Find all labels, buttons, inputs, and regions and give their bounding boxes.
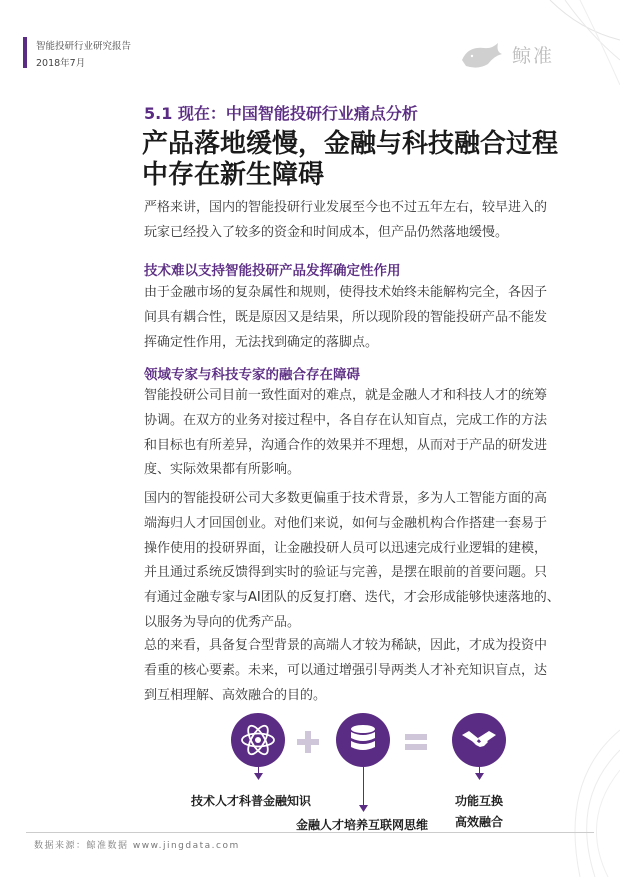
data-source: 数据来源：鲸准数据 www.jingdata.com	[34, 841, 240, 851]
arrow-down-icon	[254, 773, 263, 780]
subheading-experts: 领域专家与科技专家的融合存在障碍	[144, 367, 360, 383]
experts-paragraph-2: 国内的智能投研公司大多数更偏重于技术背景，多为人工智能方面的高 端海归人才回国创业。对他们来说，如何与金融机构合作搭建一套易于 操作使用的投研界面，让金融投研人员可以迅速完成行业逻辑的建模， 并且通过系统反馈得到实时的验证与完善，是摆在眼前的首要问题。只 有通过金融专家与AI团队的反复打磨、迭代，才会形成能够快速落地的、 以服务为导向的优秀产品。	[144, 491, 560, 630]
tech-paragraph: 由于金融市场的复杂属性和规则，使得技术始终未能解构完全，各因子 间具有耦合性，既是原因又是结果，所以现阶段的智能投研产品不能发 挥确定性作用，无法找到确定的落脚点。	[144, 285, 548, 350]
section-title: 5.1 现在：中国智能投研行业痛点分析	[144, 104, 418, 123]
label-tech-talent: 技术人才科普金融知识	[191, 794, 312, 808]
label-function-swap: 功能互换	[455, 794, 504, 808]
database-icon	[336, 713, 390, 767]
handshake-icon	[452, 713, 506, 767]
page-title-line1: 产品落地缓慢，金融与科技融合过程	[142, 129, 559, 159]
label-finance-talent: 金融人才培养互联网思维	[296, 818, 429, 832]
page-title-line2: 中存在新生障碍	[142, 160, 325, 190]
report-title: 智能投研行业研究报告	[36, 41, 132, 52]
label-efficient-fusion: 高效融合	[455, 815, 504, 829]
atom-icon	[231, 713, 285, 767]
subheading-tech: 技术难以支持智能投研产品发挥确定性作用	[144, 263, 401, 279]
stem-2	[363, 767, 364, 807]
fusion-diagram	[0, 705, 620, 835]
page-title	[142, 129, 558, 191]
header-accent-bar	[23, 37, 27, 68]
intro-paragraph: 严格来讲，国内的智能投研行业发展至今也不过五年左右，较早进入的 玩家已经投入了较多的资金和时间成本，但产品仍然落地缓慢。	[144, 200, 548, 240]
brand-name: 鲸准	[512, 45, 555, 67]
report-date: 2018年7月	[36, 58, 86, 69]
arrow-down-icon-3	[475, 773, 484, 780]
footer-divider	[26, 832, 594, 833]
experts-paragraph-3: 总的来看，具备复合型背景的高端人才较为稀缺，因此，才成为投资中 看重的核心要素。未来，可以通过增强引导两类人才补充知识盲点，达 到互相理解、高效融合的目的。	[144, 638, 548, 703]
experts-paragraph-1: 智能投研公司目前一致性面对的难点，就是金融人才和科技人才的统筹 协调。在双方的业务对接过程中，各自存在认知盲点，完成工作的方法 和目标也有所差异，沟通合作的效果并不理想，从而对于产品的研发进 度、实际效果都有所影响。	[144, 388, 548, 478]
arrow-down-icon-2	[359, 805, 368, 812]
plus-icon	[297, 731, 319, 753]
equals-icon	[405, 733, 427, 751]
